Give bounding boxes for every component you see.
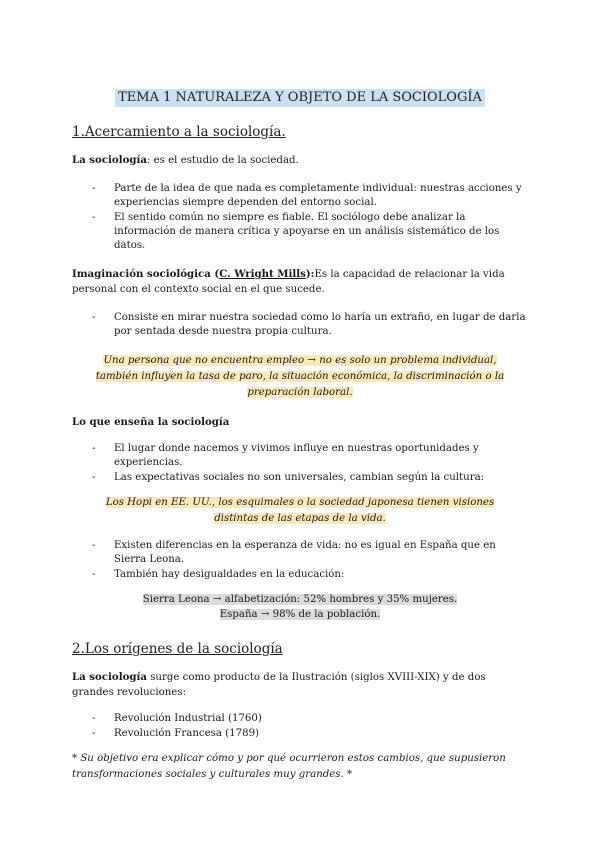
revolutions-list (72, 712, 528, 741)
definition-bullets (72, 182, 528, 253)
list-item: - Existen diferencias en la esperanza de vida: no es igual en España que en Sierra Leona. (114, 539, 528, 567)
origins-text: surge como producto de la Ilustración (siglos XVIII-XIX) y de dos grandes revoluciones: (72, 672, 486, 698)
imagination-term: Imaginación sociológica ( (72, 268, 220, 280)
unemployment-example-text: Una persona que no encuentra empleo → no es solo un problema individual, también influyen la tasa de paro, la situación económica, la discriminación o la preparación laboral. (95, 355, 505, 398)
section1-heading: 1.Acercamiento a la sociología. (72, 124, 286, 140)
page-title: TEMA 1 NATURALEZA Y OBJETO DE LA SOCIOLOGÍA (115, 89, 485, 107)
definition-term: La sociología (72, 154, 147, 166)
sociology-definition (72, 153, 528, 168)
teach-bullets (72, 442, 528, 485)
list-item: - Las expectativas sociales no son universales, cambian según la cultura: (114, 471, 528, 485)
culture-example (72, 495, 528, 527)
teach-bullets-2 (72, 539, 528, 582)
imagination-text: Es la capacidad de relacionar la vida personal con el contexto social en el que sucede. (72, 269, 505, 295)
list-item: - El sentido común no siempre es fiable. El sociólogo debe analizar la información de manera crítica y apoyarse en un análisis sistemático de los datos. (114, 211, 528, 253)
list-item: - Revolución Francesa (1789) (114, 727, 528, 741)
list-item: - Parte de la idea de que nada es completamente individual: nuestras acciones y experiencias siempre dependen del entorno social. (114, 182, 528, 210)
unemployment-example (72, 353, 528, 401)
imagination-author: C. Wright Mills (219, 268, 306, 280)
education-line-1: Sierra Leona → alfabetización: 52% hombres y 35% mujeres. (142, 594, 458, 605)
section2-heading: 2.Los orígenes de la sociología (72, 641, 283, 657)
origins-intro (72, 670, 528, 700)
list-item: - Revolución Industrial (1760) (114, 712, 528, 726)
imagination-bullets (72, 311, 528, 339)
list-item: - El lugar donde nacemos y vivimos influye en nuestras oportunidades y experiencias. (114, 442, 528, 470)
teach-heading-text: Lo que enseña la sociología (72, 416, 230, 428)
objective-note: * Su objetivo era explicar cómo y por qué ocurrieron estos cambios, que supusieron transformaciones sociales y culturales muy grandes. * (72, 753, 506, 780)
definition-text: : es el estudio de la sociedad. (146, 155, 299, 166)
origins-term: La sociología (72, 671, 147, 683)
culture-example-text: Los Hopi en EE. UU., los esquimales o la sociedad japonesa tienen visiones distintas de las etapas de la vida. (105, 497, 495, 524)
title-wrap (72, 0, 528, 107)
imagination-close: ): (305, 268, 315, 280)
teach-heading (72, 415, 528, 430)
education-line-2: España → 98% de la población. (219, 609, 381, 620)
education-data (72, 592, 528, 622)
list-item: - También hay desigualdades en la educación: (114, 568, 528, 582)
imagination-definition (72, 267, 528, 297)
list-item: - Consiste en mirar nuestra sociedad como lo haría un extraño, en lugar de darla por sentada desde nuestra propia cultura. (114, 311, 528, 339)
